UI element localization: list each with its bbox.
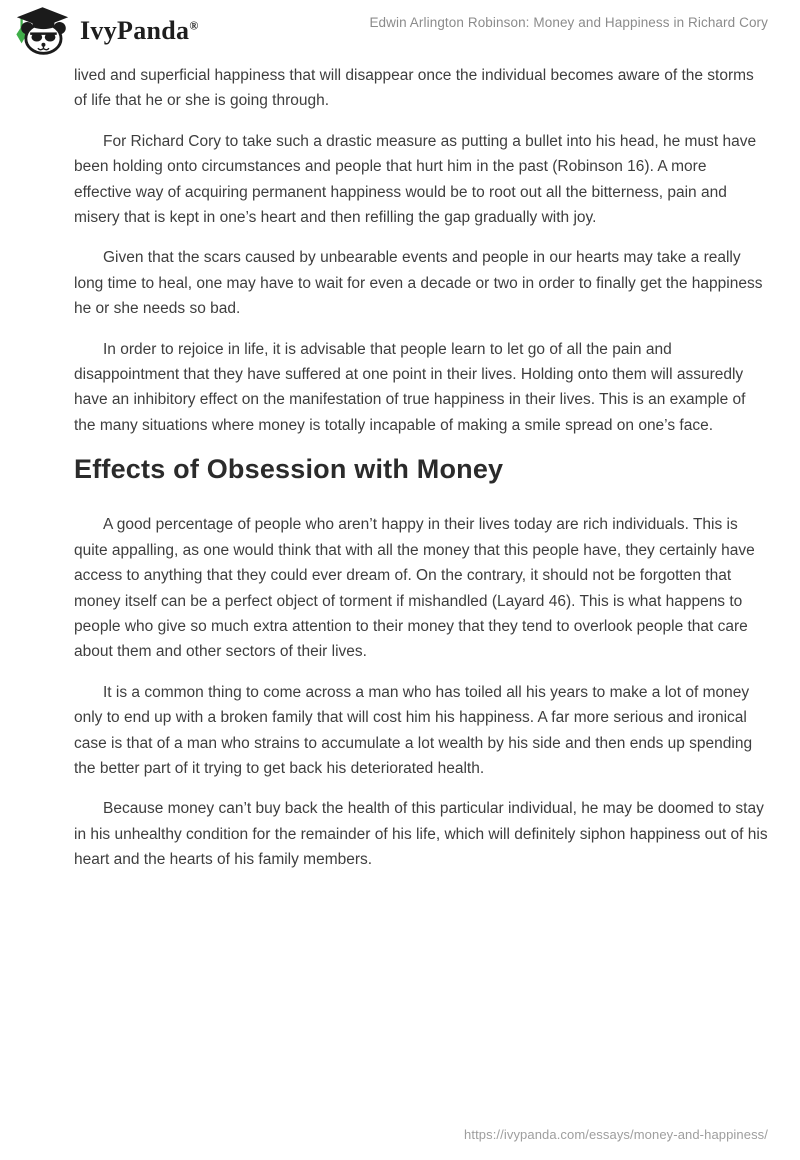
running-head-title: Edwin Arlington Robinson: Money and Happiness in Richard Cory bbox=[369, 15, 768, 30]
paragraph: Given that the scars caused by unbearable events and people in our hearts may take a really long time to heal, one may have to wait for even a decade or two in order to finally get the happiness he or she needs so bad. bbox=[74, 249, 763, 318]
essay-content bbox=[74, 63, 768, 888]
paragraph: In order to rejoice in life, it is advisable that people learn to let go of all the pain and disappointment that they have suffered at one point in their lives. Holding onto them will assuredly have an inhibitory effect on the manifestation of true happiness in their lives. This is an example of the many situations where money is totally incapable of making a smile spread on one’s face. bbox=[74, 340, 746, 434]
paragraph: It is a common thing to come across a man who has toiled all his years to make a lot of money only to end up with a broken family that will cost him his happiness. A far more serious and ironical case is that of a man who strains to accumulate a lot wealth by his side and then ends up spending the better part of it trying to get back his deteriorated health. bbox=[74, 683, 753, 777]
brand-wordmark: IvyPanda bbox=[80, 16, 190, 45]
paragraph: For Richard Cory to take such a drastic measure as putting a bullet into his head, he must have been holding onto circumstances and people that hurt him in the past (Robinson 16). A more effective way of acquiring permanent happiness would be to root out all the bitterness, pain and misery that is kept in one’s heart and then refilling the gap gradually with joy. bbox=[74, 132, 757, 227]
section-heading: Effects of Obsession with Money bbox=[74, 454, 504, 485]
page-header bbox=[0, 0, 800, 62]
paragraph-continuation: lived and superficial happiness that will disappear once the individual becomes aware of the storms of life that he or she is going through. bbox=[74, 67, 754, 110]
ivypanda-panda-logo-icon bbox=[14, 7, 71, 55]
brand-name bbox=[80, 18, 199, 44]
page-footer bbox=[464, 1126, 768, 1144]
registered-trademark-symbol: ® bbox=[189, 18, 199, 33]
paragraph: A good percentage of people who aren’t happy in their lives today are rich individuals. This is quite appalling, as one would think that with all the money that this people have, they certainly have access to anything that they could ever dream of. On the contrary, it should not be forgotten that money itself can be a perfect object of torment if mishandled (Layard 46). This is what happens to people who give so much extra attention to their money that they tend to overlook people that care about them and other sectors of their lives. bbox=[74, 516, 755, 661]
brand-link[interactable] bbox=[14, 7, 199, 55]
source-url-link[interactable]: https://ivypanda.com/essays/money-and-happiness/ bbox=[464, 1127, 768, 1142]
paragraph: Because money can’t buy back the health of this particular individual, he may be doomed to stay in his unhealthy condition for the remainder of his life, which will definitely siphon happiness out of his heart and the hearts of his family members. bbox=[74, 800, 768, 869]
